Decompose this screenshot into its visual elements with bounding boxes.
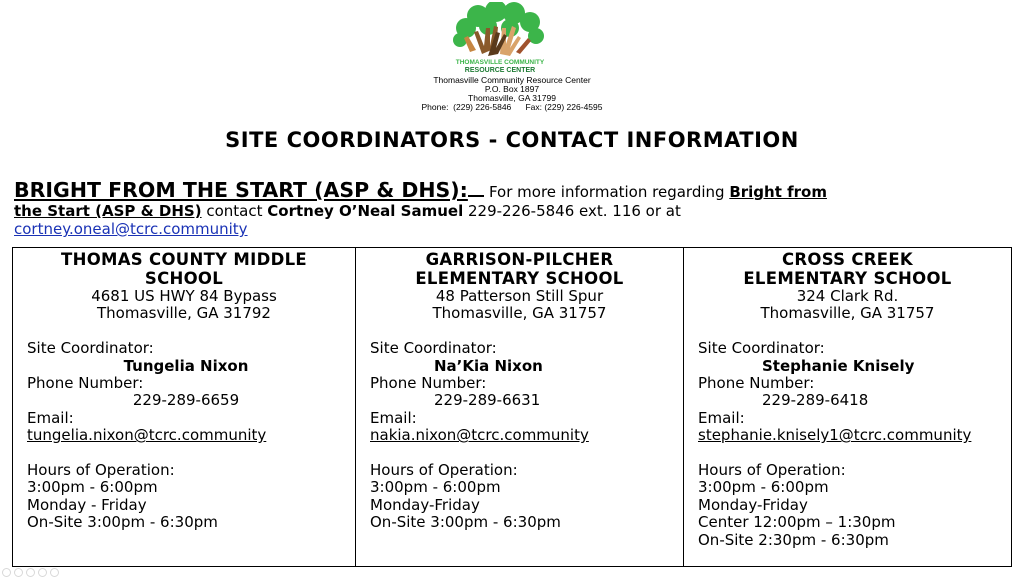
program-name-cont: the Start (ASP & DHS) bbox=[14, 202, 202, 220]
site-name: THOMAS COUNTY MIDDLE SCHOOL bbox=[61, 250, 307, 288]
program-name: Bright from bbox=[729, 183, 827, 201]
org-name: Thomasville Community Resource Center bbox=[433, 75, 591, 85]
coordinator-label: Site Coordinator: bbox=[370, 339, 497, 358]
hours-line: 3:00pm - 6:00pm bbox=[698, 478, 829, 497]
page-title: SITE COORDINATORS - CONTACT INFORMATION bbox=[225, 128, 799, 152]
hours-line: On-Site 2:30pm - 6:30pm bbox=[698, 530, 889, 549]
hours-line: Monday - Friday bbox=[27, 495, 147, 514]
zoom-icon[interactable] bbox=[38, 568, 47, 577]
hours-line: Monday-Friday bbox=[698, 495, 808, 514]
coordinator-name: Stephanie Knisely bbox=[762, 356, 915, 375]
hours-label: Hours of Operation: bbox=[370, 461, 518, 480]
coordinator-label: Site Coordinator: bbox=[27, 339, 154, 358]
heading-underline bbox=[468, 187, 484, 197]
coordinator-name: Na’Kia Nixon bbox=[434, 356, 543, 375]
hours-line: On-Site 3:00pm - 6:30pm bbox=[27, 513, 218, 532]
contact-email-link[interactable]: cortney.oneal@tcrc.community bbox=[14, 220, 248, 238]
intro-contact-text: contact bbox=[201, 202, 268, 220]
hours-line: On-Site 3:00pm - 6:30pm bbox=[370, 513, 561, 532]
site-name: CROSS CREEK ELEMENTARY SCHOOL bbox=[743, 250, 952, 288]
site-address: 4681 US HWY 84 Bypass Thomasville, GA 31792 bbox=[91, 287, 277, 323]
email-label: Email: bbox=[27, 408, 74, 427]
viewer-toolbar bbox=[2, 568, 59, 578]
hours-label: Hours of Operation: bbox=[698, 461, 846, 480]
hours-line: Center 12:00pm – 1:30pm bbox=[698, 513, 896, 532]
email-label: Email: bbox=[370, 408, 417, 427]
phone-label: Phone Number: bbox=[698, 374, 815, 393]
hours-line: Monday-Friday bbox=[370, 495, 480, 514]
org-phones: Phone: (229) 226-5846 Fax: (229) 226-4595 bbox=[421, 102, 603, 112]
coordinator-name: Tungelia Nixon bbox=[123, 356, 249, 375]
org-city: Thomasville, GA 31799 bbox=[468, 93, 556, 103]
phone-label: Phone Number: bbox=[370, 374, 487, 393]
phone-label: Phone Number: bbox=[27, 374, 144, 393]
svg-text:THOMASVILLE COMMUNITY: THOMASVILLE COMMUNITY bbox=[455, 59, 545, 66]
back-icon[interactable] bbox=[2, 568, 11, 577]
program-heading: BRIGHT FROM THE START (ASP & DHS): bbox=[14, 178, 468, 202]
site-name: GARRISON-PILCHER ELEMENTARY SCHOOL bbox=[415, 250, 624, 288]
contact-phone: 229-226-5846 ext. 116 or at bbox=[463, 202, 681, 220]
email-label: Email: bbox=[698, 408, 745, 427]
phone-number: 229-289-6659 bbox=[132, 391, 240, 410]
hours-line: 3:00pm - 6:00pm bbox=[370, 478, 501, 497]
phone-number: 229-289-6418 bbox=[762, 391, 869, 410]
forward-icon[interactable] bbox=[14, 568, 23, 577]
hands-tree-logo-icon bbox=[444, 2, 556, 74]
site-card-thomas-county bbox=[13, 248, 356, 566]
site-address: 324 Clark Rd. Thomasville, GA 31757 bbox=[760, 287, 935, 323]
site-table bbox=[12, 247, 1012, 567]
email-link[interactable]: stephanie.knisely1@tcrc.community bbox=[698, 426, 972, 445]
site-address: 48 Patterson Still Spur Thomasville, GA 31757 bbox=[432, 287, 607, 323]
hours-line: 3:00pm - 6:00pm bbox=[27, 478, 158, 497]
menu-icon[interactable] bbox=[50, 568, 59, 577]
program-intro bbox=[14, 178, 1004, 238]
phone-number: 229-289-6631 bbox=[434, 391, 541, 410]
contact-name: Cortney O’Neal Samuel bbox=[267, 202, 464, 220]
org-po-box: P.O. Box 1897 bbox=[484, 84, 540, 94]
site-card-garrison-pilcher bbox=[356, 248, 684, 566]
pen-icon[interactable] bbox=[26, 568, 35, 577]
email-link[interactable]: nakia.nixon@tcrc.community bbox=[370, 426, 589, 445]
email-link[interactable]: tungelia.nixon@tcrc.community bbox=[27, 426, 267, 445]
svg-text:RESOURCE CENTER: RESOURCE CENTER bbox=[464, 67, 536, 74]
site-card-cross-creek bbox=[684, 248, 1011, 566]
intro-text: For more information regarding bbox=[488, 183, 730, 201]
hours-label: Hours of Operation: bbox=[27, 461, 175, 480]
coordinator-label: Site Coordinator: bbox=[698, 339, 825, 358]
